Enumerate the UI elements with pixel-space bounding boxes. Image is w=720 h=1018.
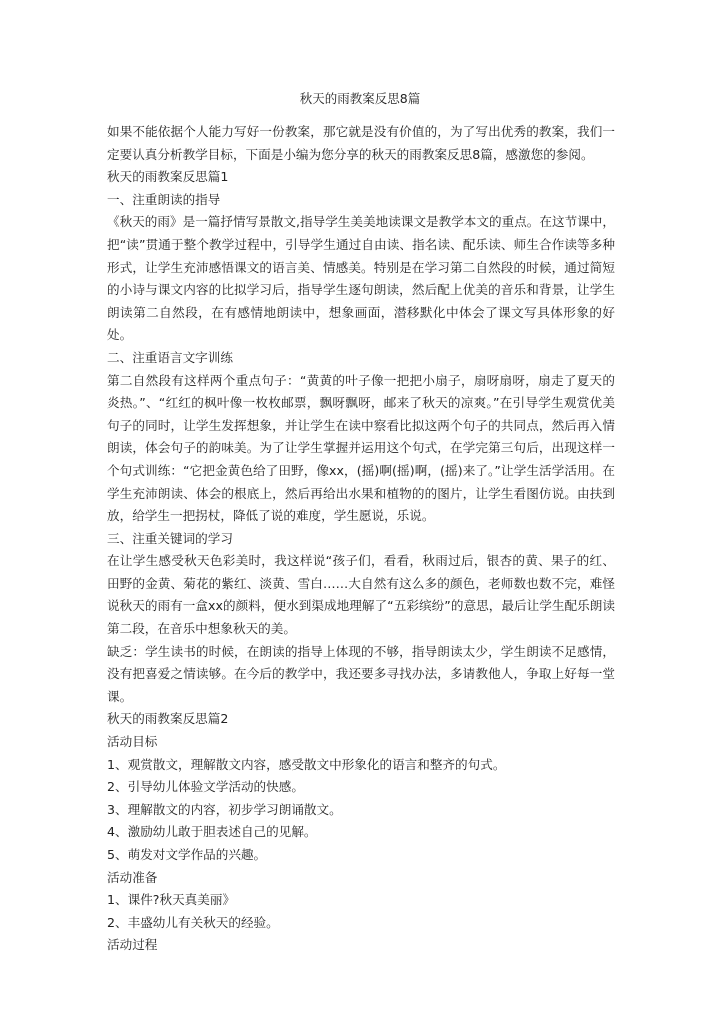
subheading: 二、注重语言文字训练: [107, 349, 233, 365]
subheading: 三、注重关键词的学习: [107, 530, 233, 546]
list-item: 1、课件?秋天真美丽》: [107, 892, 236, 908]
section-heading: 秋天的雨教案反思篇2: [107, 711, 229, 727]
subheading: 活动准备: [107, 869, 158, 885]
paragraph: 第二自然段有这样两个重点句子：“黄黄的叶子像一把把小扇子，扇呀扇呀，扇走了夏天的炎热。”、“红红的枫叶像一枚枚邮票，飘呀飘呀，邮来了秋天的凉爽。”在引导学生观赏优美句子的同时，让学生发挥想象，并让学生在读中察看比拟这两个句子的共同点，然后再入情朗读，体会句子的韵味美。为了让学生掌握并运用这个句式，在学完第三句后，出现这样一个句式训练：“它把金黄色给了田野，像xx，(摇)啊(摇)啊，(摇)来了。”让学生活学活用。在学生充沛朗读、体会的根底上，然后再给出水果和植物的的图片，让学生看图仿说。由扶到放，给学生一把拐杖，降低了说的难度，学生愿说，乐说。: [107, 372, 615, 524]
subheading: 一、注重朗读的指导: [107, 191, 221, 207]
list-item: 1、观赏散文，理解散文内容，感受散文中形象化的语言和整齐的句式。: [107, 756, 506, 772]
paragraph: 《秋天的雨》是一篇抒情写景散文,指导学生美美地读课文是教学本文的重点。在这节课中，把“读”贯通于整个教学过程中，引导学生通过自由读、指名读、配乐读、师生合作读等多种形式，让学生充沛感悟课文的语言美、情感美。特别是在学习第二自然段的时候，通过简短的小诗与课文内容的比拟学习后，指导学生逐句朗读，然后配上优美的音乐和背景，让学生朗读第二自然段，在有感情地朗读中，想象画面，潜移默化中体会了课文写具体形象的好处。: [107, 214, 615, 343]
document-body: [107, 121, 615, 957]
document-title: 秋天的雨教案反思8篇: [299, 91, 421, 106]
list-item: 4、激励幼儿敢于胆表述自己的见解。: [107, 824, 317, 840]
section-heading: 秋天的雨教案反思篇1: [107, 169, 229, 185]
intro-paragraph: 如果不能依据个人能力写好一份教案，那它就是没有价值的，为了写出优秀的教案，我们一定要认真分析教学目标，下面是小编为您分享的秋天的雨教案反思8篇，感激您的参阅。: [107, 124, 615, 162]
paragraph: 缺乏：学生读书的时候，在朗读的指导上体现的不够，指导朗读太少，学生朗读不足感情，没有把喜爱之情读够。在今后的教学中，我还要多寻找办法，多请教他人，争取上好每一堂课。: [107, 643, 615, 704]
list-item: 5、萌发对文学作品的兴趣。: [107, 847, 267, 862]
paragraph: 在让学生感受秋天色彩美时，我这样说“孩子们，看看，秋雨过后，银杏的黄、果子的红、田野的金黄、菊花的紫红、淡黄、雪白……大自然有这么多的颜色，老师数也数不完，难怪说秋天的雨有一盒xx的颜料，便水到渠成地理解了“五彩缤纷”的意思，最后让学生配乐朗读第二段，在音乐中想象秋天的美。: [107, 553, 615, 637]
list-item: 2、丰盛幼儿有关秋天的经验。: [107, 914, 279, 930]
list-item: 2、引导幼儿体验文学活动的快感。: [107, 779, 304, 795]
subheading: 活动过程: [107, 937, 158, 953]
list-item: 3、理解散文的内容，初步学习朗诵散文。: [107, 801, 342, 817]
subheading: 活动目标: [107, 734, 158, 750]
